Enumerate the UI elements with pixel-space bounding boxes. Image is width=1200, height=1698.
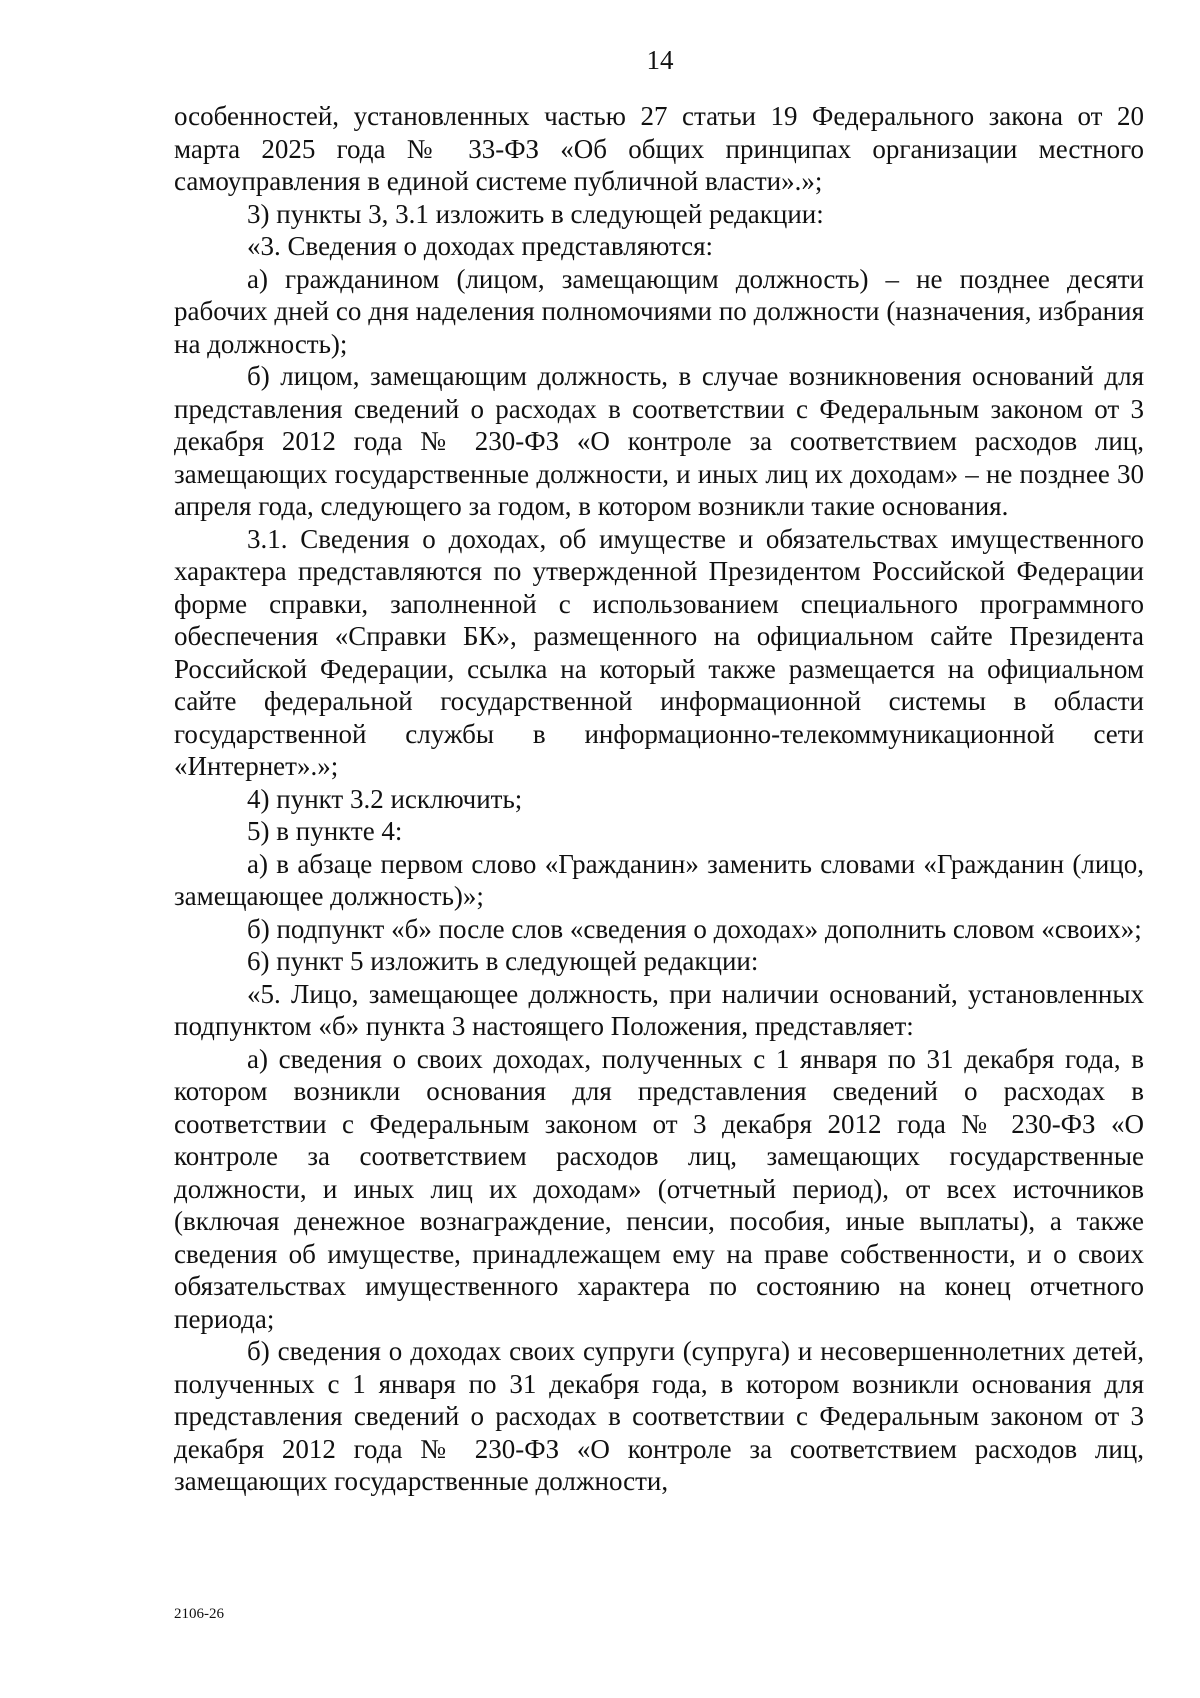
page-number: 14 bbox=[646, 45, 674, 75]
paragraph: б) лицом, замещающим должность, в случае возникновения оснований для представления сведений о расходах в соответствии с Федеральным законом от 3 декабря 2012 года № 230-ФЗ «О контроле за соответствием расходов лиц, замещающих государственные должности, и иных лиц их доходам» – не позднее 30 апреля года, следующего за годом, в котором возникли такие основания. bbox=[174, 361, 1144, 521]
paragraph: а) в абзаце первом слово «Гражданин» заменить словами «Гражданин (лицо, замещающее должность)»; bbox=[174, 848, 1144, 911]
paragraph: а) сведения о своих доходах, полученных с 1 января по 31 декабря года, в котором возникли основания для представления сведений о расходах в соответствии с Федеральным законом от 3 декабря 2012 года № 230-ФЗ «О контроле за соответствием расходов лиц, замещающих государственные должности, и иных лиц их доходам» (отчетный период), от всех источников (включая денежное вознаграждение, пенсии, пособия, иные выплаты), а также сведения об имуществе, принадлежащем ему на праве собственности, и о своих обязательствах имущественного характера по состоянию на конец отчетного периода; bbox=[174, 1043, 1144, 1334]
paragraph: 6) пункт 5 изложить в следующей редакции: bbox=[247, 946, 759, 976]
paragraph: а) гражданином (лицом, замещающим должность) – не позднее десяти рабочих дней со дня наделения полномочиями по должности (назначения, избрания на должность); bbox=[174, 263, 1144, 359]
paragraph: 3) пункты 3, 3.1 изложить в следующей редакции: bbox=[247, 198, 824, 229]
document-code: 2106-26 bbox=[174, 1606, 224, 1622]
paragraph: 3.1. Сведения о доходах, об имуществе и обязательствах имущественного характера представляются по утвержденной Президентом Российской Федерации форме справки, заполненной с использованием специального программного обеспечения «Справки БК», размещенного на официальном сайте Президента Российской Федерации, ссылка на который также размещается на официальном сайте федеральной государственной информационной системы в области государственной службы в информационно-телекоммуникационной сети «Интернет».»; bbox=[174, 523, 1144, 781]
paragraph: б) подпункт «б» после слов «сведения о доходах» дополнить словом «своих»; bbox=[247, 913, 1142, 944]
paragraph: 5) в пункте 4: bbox=[247, 816, 403, 846]
paragraph: «5. Лицо, замещающее должность, при наличии оснований, установленных подпунктом «б» пункта 3 настоящего Положения, представляет: bbox=[174, 978, 1144, 1041]
paragraph: особенностей, установленных частью 27 статьи 19 Федерального закона от 20 марта 2025 года № 33-ФЗ «Об общих принципах организации местного самоуправления в единой системе публичной власти».»; bbox=[174, 101, 1144, 196]
paragraph: «3. Сведения о доходах представляются: bbox=[247, 231, 714, 261]
paragraph: б) сведения о доходах своих супруги (супруга) и несовершеннолетних детей, полученных с 1 января по 31 декабря года, в котором возникли основания для представления сведений о расходах в соответствии с Федеральным законом от 3 декабря 2012 года № 230-ФЗ «О контроле за соответствием расходов лиц, замещающих государственные должности, bbox=[174, 1336, 1144, 1496]
document-body bbox=[174, 100, 1144, 1498]
paragraph: 4) пункт 3.2 исключить; bbox=[247, 783, 523, 814]
